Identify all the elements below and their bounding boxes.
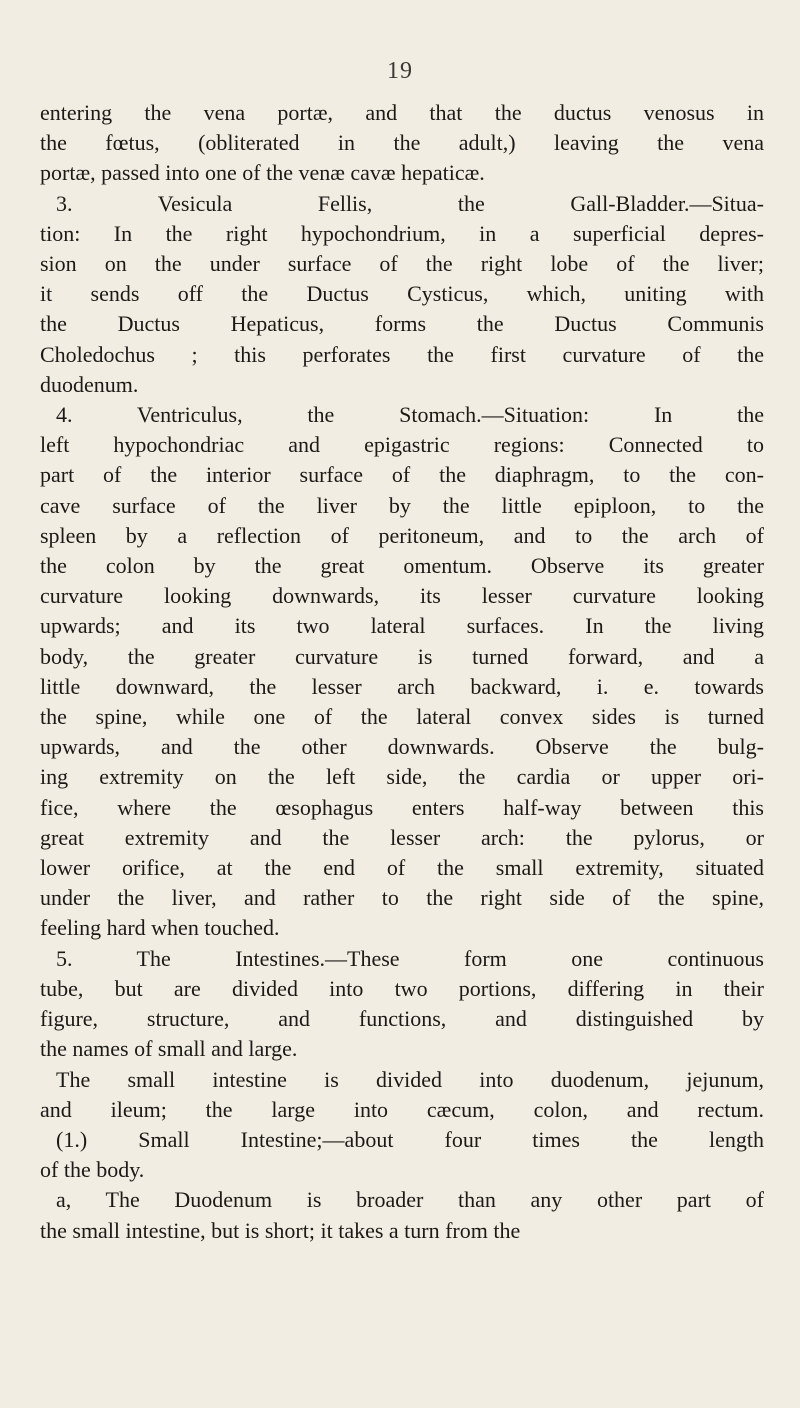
text-line: body, the greater curvature is turned forward, and a xyxy=(40,643,764,669)
text-line: and ileum; the large into cæcum, colon, and rectum. xyxy=(40,1096,764,1122)
text-line: it sends off the Ductus Cysticus, which, uniting with xyxy=(40,281,764,307)
text-line: portæ, passed into one of the venæ cavæ hepaticæ. xyxy=(40,160,485,186)
text-line: of the body. xyxy=(40,1157,145,1183)
text-line: The small intestine is divided into duodenum, jejunum, xyxy=(56,1066,764,1092)
text-line: (1.) Small Intestine;—about four times the length xyxy=(56,1126,764,1152)
text-line: the Ductus Hepaticus, forms the Ductus Communis xyxy=(40,311,764,337)
text-line: curvature looking downwards, its lesser curvature looking xyxy=(40,583,764,609)
text-line: spleen by a reflection of peritoneum, and to the arch of xyxy=(40,522,764,548)
text-line: under the liver, and rather to the right side of the spine, xyxy=(40,885,764,911)
text-line: little downward, the lesser arch backward, i. e. towards xyxy=(40,673,764,699)
text-line: sion on the under surface of the right lobe of the liver; xyxy=(40,251,764,277)
text-line: the small intestine, but is short; it takes a turn from the xyxy=(40,1217,521,1243)
text-line: cave surface of the liver by the little epiploon, to the xyxy=(40,492,764,518)
page-number: 19 xyxy=(387,58,413,84)
text-line: 5. The Intestines.—These form one continuous xyxy=(56,945,764,971)
text-line: 3. Vesicula Fellis, the Gall-Bladder.—Situa- xyxy=(56,190,764,216)
body-text xyxy=(40,98,764,1246)
text-line: upwards; and its two lateral surfaces. In the living xyxy=(40,613,764,639)
text-line: tube, but are divided into two portions, differing in their xyxy=(40,975,764,1001)
text-line: figure, structure, and functions, and distinguished by xyxy=(40,1006,764,1032)
text-line: great extremity and the lesser arch: the pylorus, or xyxy=(40,824,764,850)
text-line: tion: In the right hypochondrium, in a superficial depres- xyxy=(40,220,764,246)
text-line: the colon by the great omentum. Observe its greater xyxy=(40,553,764,579)
text-line: part of the interior surface of the diaphragm, to the con- xyxy=(40,462,764,488)
text-line: ing extremity on the left side, the cardia or upper ori- xyxy=(40,764,764,790)
text-line: lower orifice, at the end of the small extremity, situated xyxy=(40,855,764,881)
text-line: 4. Ventriculus, the Stomach.—Situation: In the xyxy=(56,402,764,428)
text-line: fice, where the œsophagus enters half-way between this xyxy=(40,794,764,820)
text-line: feeling hard when touched. xyxy=(40,915,280,941)
text-line: the fœtus, (obliterated in the adult,) leaving the vena xyxy=(40,130,764,156)
text-line: Choledochus ; this perforates the first curvature of the xyxy=(40,341,764,367)
text-line: the names of small and large. xyxy=(40,1036,298,1062)
text-line: entering the vena portæ, and that the ductus venosus in xyxy=(40,100,764,125)
text-line: the spine, while one of the lateral convex sides is turned xyxy=(40,704,764,730)
text-line: duodenum. xyxy=(40,371,139,397)
text-line: a, The Duodenum is broader than any other part of xyxy=(56,1187,764,1213)
text-line: left hypochondriac and epigastric regions: Connected to xyxy=(40,432,764,458)
text-line: upwards, and the other downwards. Observe the bulg- xyxy=(40,734,764,760)
